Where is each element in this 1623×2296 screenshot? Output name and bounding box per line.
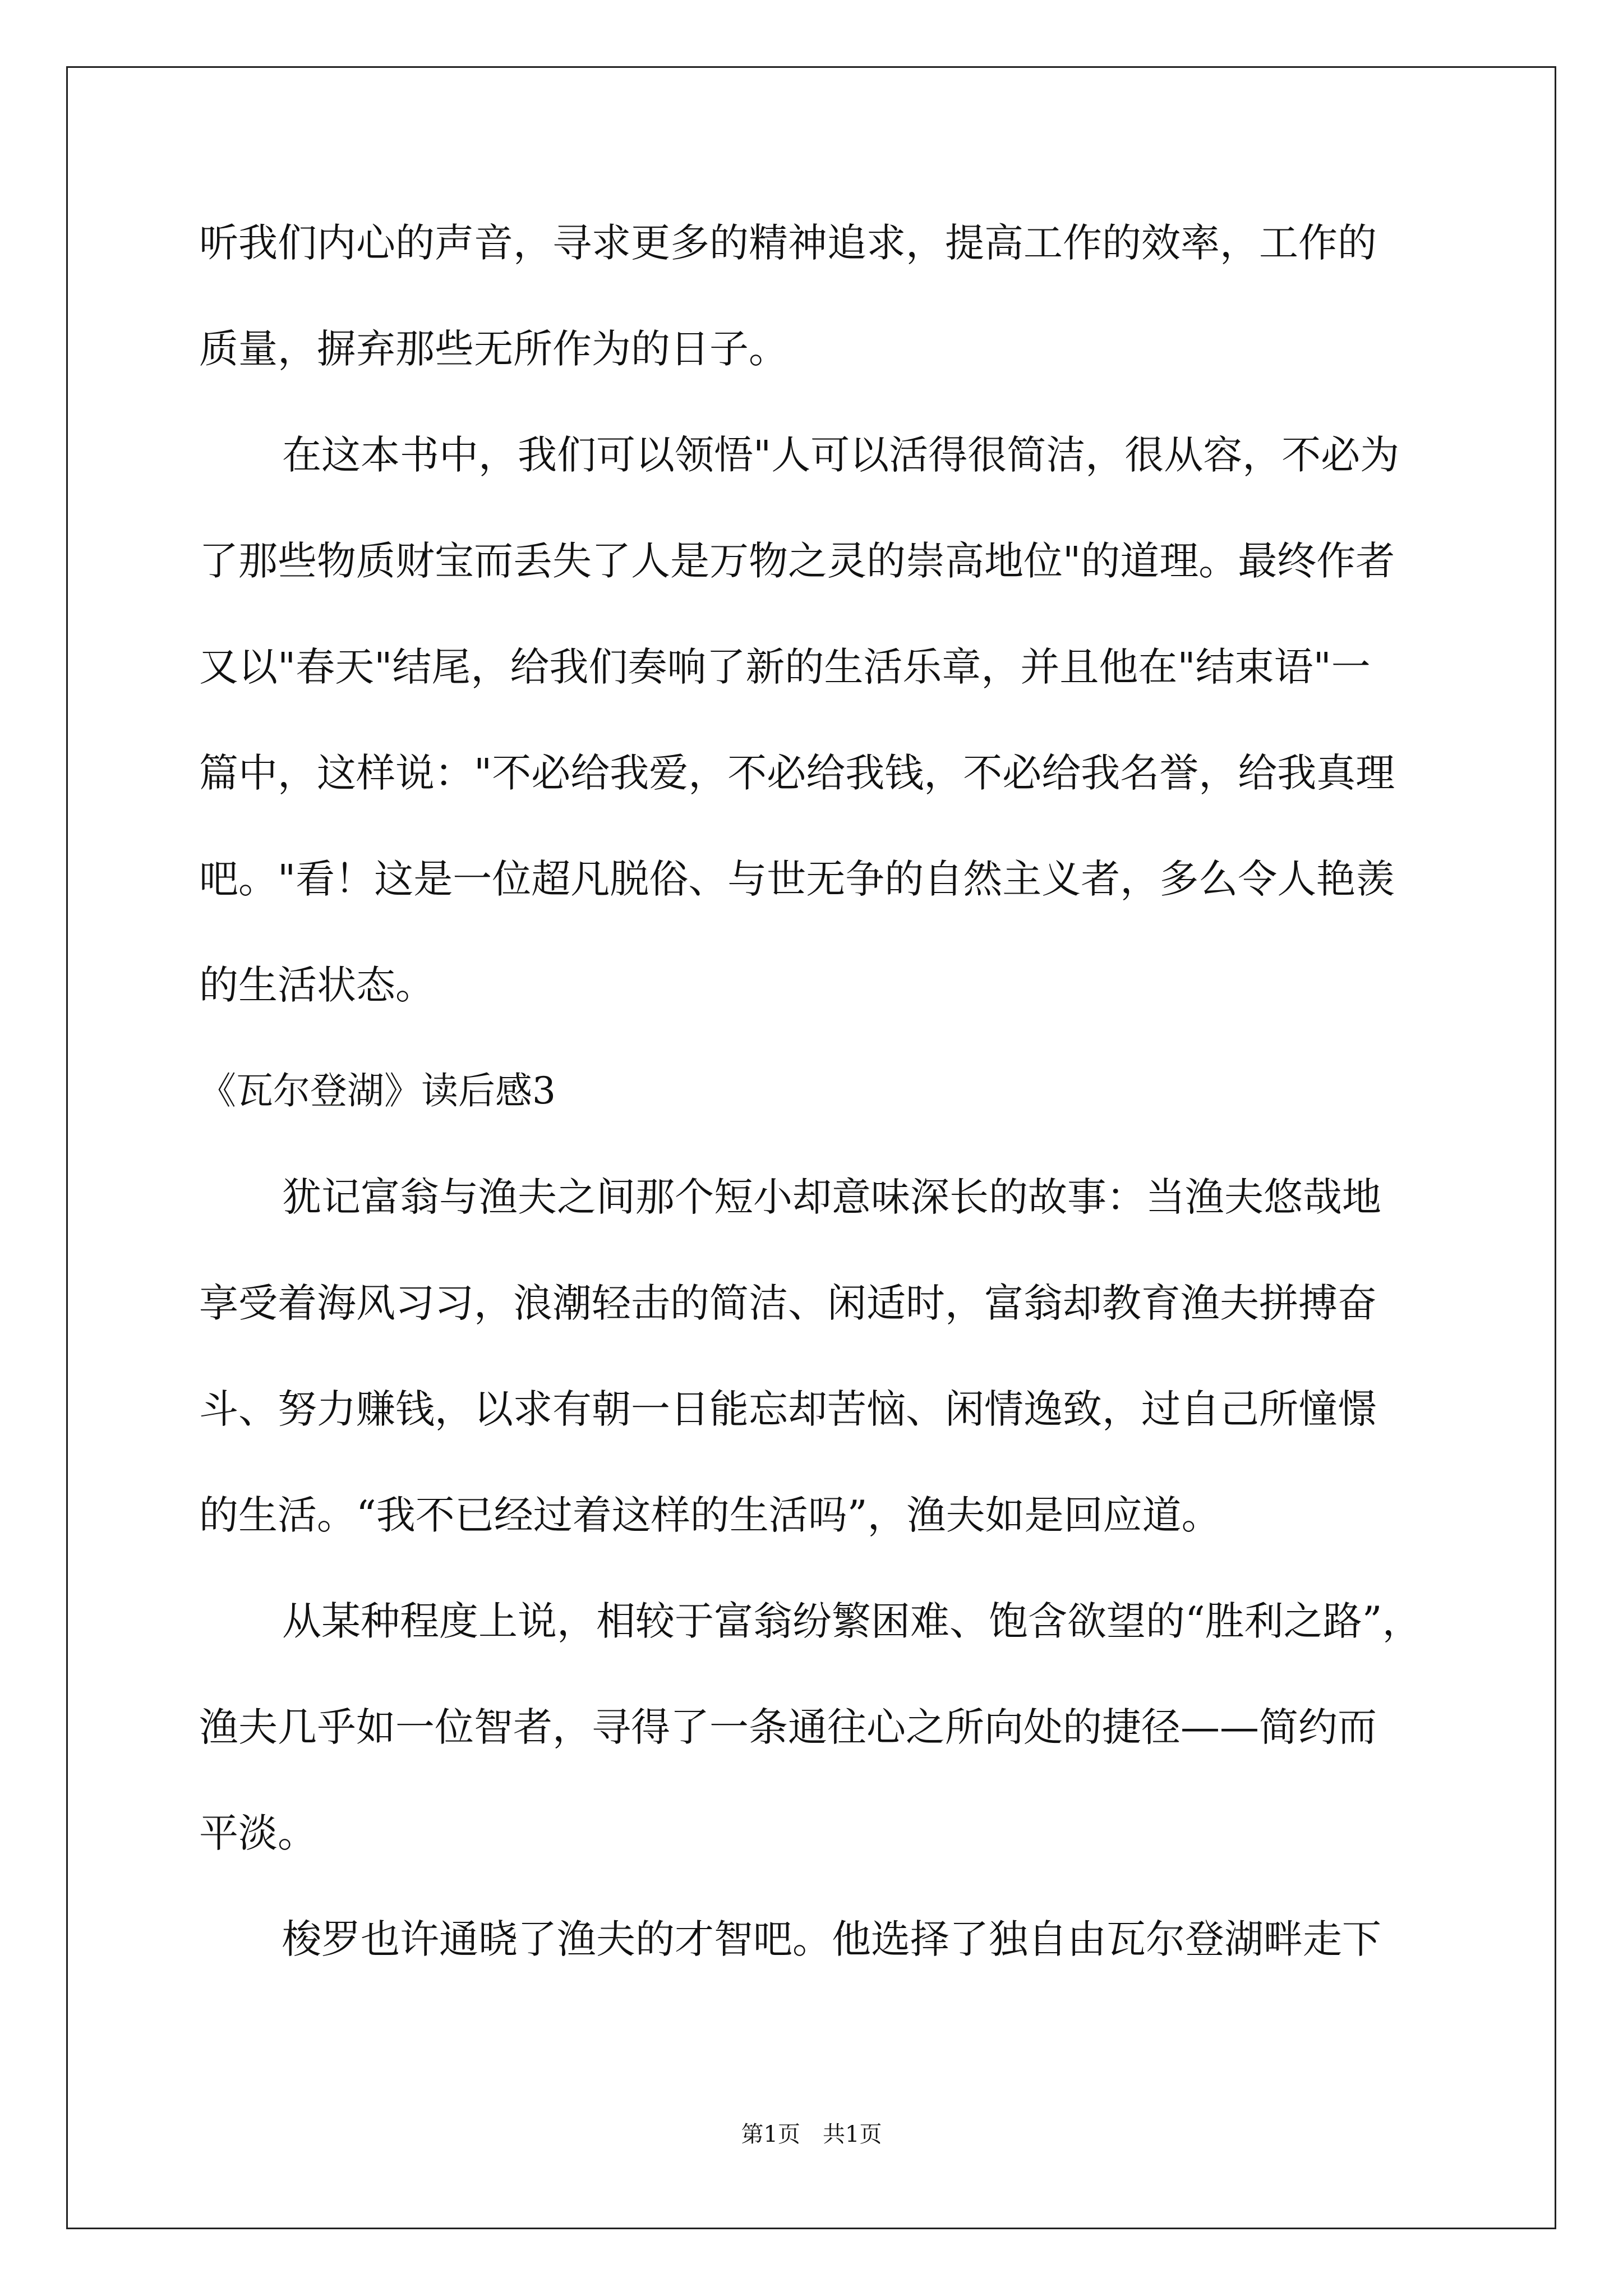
paragraph-line: 的生活。“我不已经过着这样的生活吗”，渔夫如是回应道。 — [199, 1492, 1221, 1538]
page-border — [66, 66, 1556, 2229]
paragraph-line: 质量，摒弃那些无所作为的日子。 — [199, 326, 788, 372]
paragraph-line: 吧。"看！这是一位超凡脱俗、与世无争的自然主义者，多么令人艳羡 — [199, 856, 1395, 902]
paragraph-line: 犹记富翁与渔夫之间那个短小却意味深长的故事：当渔夫悠哉地 — [282, 1174, 1381, 1220]
paragraph-line: 在这本书中，我们可以领悟"人可以活得很简洁，很从容，不必为 — [282, 432, 1400, 478]
paragraph-line: 平淡。 — [199, 1810, 317, 1856]
page-footer: 第1页 共1页 — [741, 2122, 882, 2147]
paragraph-line: 了那些物质财宝而丢失了人是万物之灵的崇高地位"的道理。最终作者 — [199, 538, 1395, 584]
paragraph-line: 听我们内心的声音，寻求更多的精神追求，提高工作的效率，工作的 — [199, 220, 1377, 266]
paragraph-line: 渔夫几乎如一位智者，寻得了一条通往心之所向处的捷径——简约而 — [199, 1704, 1377, 1750]
paragraph-line: 享受着海风习习，浪潮轻击的简洁、闲适时，富翁却教育渔夫拼搏奋 — [199, 1280, 1377, 1326]
paragraph-line: 梭罗也许通晓了渔夫的才智吧。他选择了独自由瓦尔登湖畔走下 — [282, 1916, 1381, 1962]
paragraph-line: 篇中，这样说："不必给我爱，不必给我钱，不必给我名誉，给我真理 — [199, 750, 1395, 796]
paragraph-line: 斗、努力赚钱，以求有朝一日能忘却苦恼、闲情逸致，过自己所憧憬 — [199, 1386, 1377, 1432]
paragraph-line: 从某种程度上说，相较于富翁纷繁困难、饱含欲望的“胜利之路”， — [282, 1598, 1422, 1644]
paragraph-line: 的生活状态。 — [199, 962, 435, 1008]
paragraph-line: 又以"春天"结尾，给我们奏响了新的生活乐章，并且他在"结束语"一 — [199, 644, 1371, 690]
section-heading: 《瓦尔登湖》读后感3 — [199, 1069, 556, 1112]
